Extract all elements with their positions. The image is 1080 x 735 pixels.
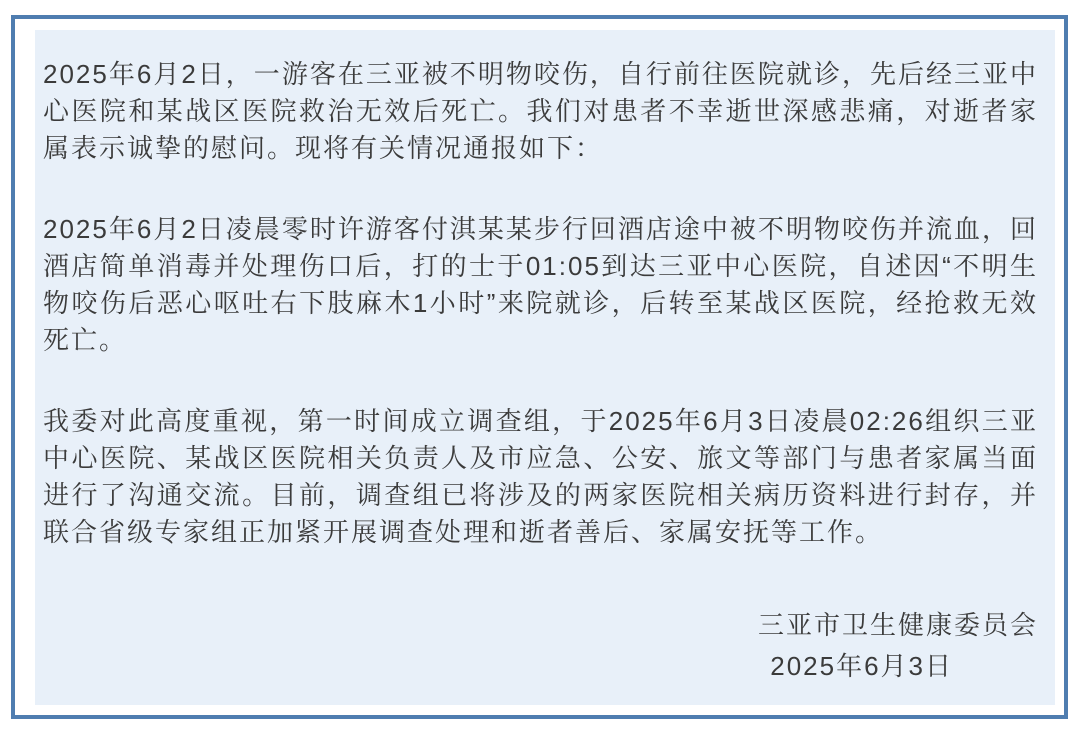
notice-frame: [11, 15, 1068, 719]
signature-block: [43, 605, 1038, 687]
signature-date: 2025年6月3日: [770, 651, 953, 681]
notice-paragraph-intro: 2025年6月2日，一游客在三亚被不明物咬伤，自行前往医院就诊，先后经三亚中心医院和某战区医院救治无效后死亡。我们对患者不幸逝世深感悲痛，对逝者家属表示诚挚的慰问。现将有关情况通报如下：: [43, 59, 1038, 163]
notice-panel: [35, 30, 1055, 705]
notice-paragraph-response: 我委对此高度重视，第一时间成立调查组，于2025年6月3日凌晨02:26组织三亚中心医院、某战区医院相关负责人及市应急、公安、旅文等部门与患者家属当面进行了沟通交流。目前，调查组已将涉及的两家医院相关病历资料进行封存，并联合省级专家组正加紧开展调查处理和逝者善后、家属安抚等工作。: [43, 406, 1038, 547]
signature-organization: 三亚市卫生健康委员会: [757, 610, 1038, 640]
notice-body: [43, 56, 1038, 551]
notice-paragraph-incident: 2025年6月2日凌晨零时许游客付淇某某步行回酒店途中被不明物咬伤并流血，回酒店简单消毒并处理伤口后，打的士于01:05到达三亚中心医院，自述因“不明生物咬伤后恶心呕吐右下肢麻木1小时”来院就诊，后转至某战区医院，经抢救无效死亡。: [43, 214, 1038, 355]
